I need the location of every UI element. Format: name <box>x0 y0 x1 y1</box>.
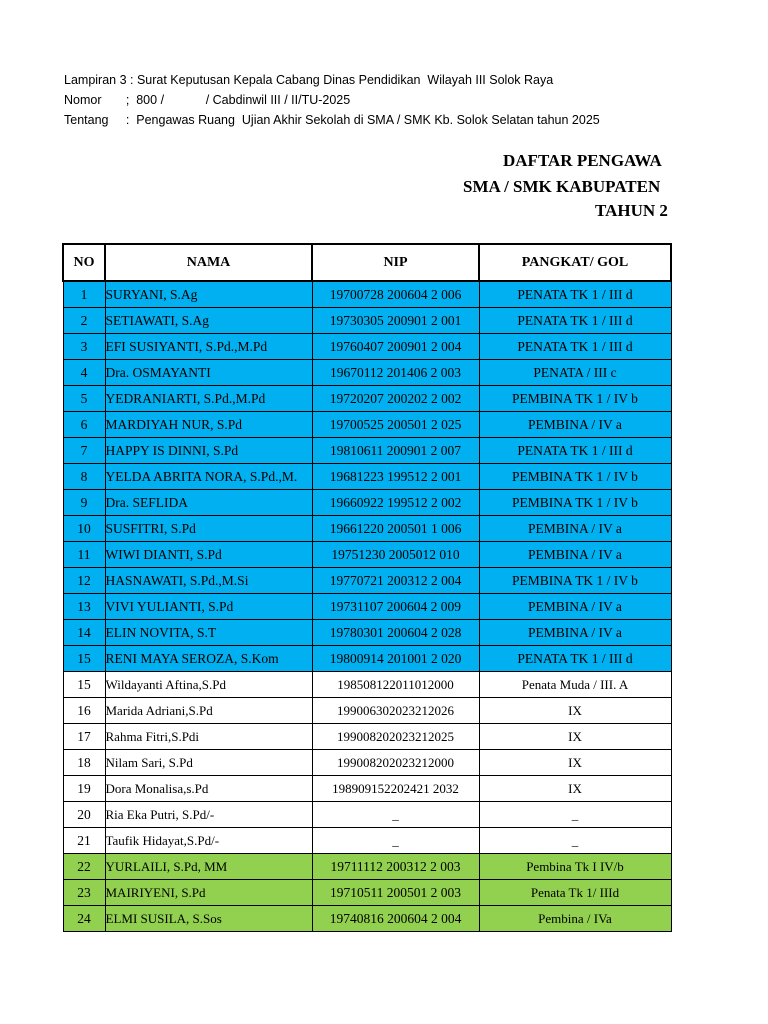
cell-pangkat-gol: Penata Muda / III. A <box>479 672 671 698</box>
cell-pangkat-gol: PENATA TK 1 / III d <box>479 646 671 672</box>
cell-pangkat-gol: _ <box>479 828 671 854</box>
cell-pangkat-gol: PEMBINA / IV a <box>479 542 671 568</box>
cell-nip: 19740816 200604 2 004 <box>312 906 479 932</box>
cell-nama: MARDIYAH NUR, S.Pd <box>105 412 312 438</box>
header-pangkat-gol: PANGKAT/ GOL <box>479 244 671 281</box>
cell-nama: HAPPY IS DINNI, S.Pd <box>105 438 312 464</box>
cell-nip: 199008202023212025 <box>312 724 479 750</box>
cell-pangkat-gol: PEMBINA TK 1 / IV b <box>479 464 671 490</box>
cell-nama: ELIN NOVITA, S.T <box>105 620 312 646</box>
cell-pangkat-gol: PEMBINA / IV a <box>479 516 671 542</box>
cell-no: 22 <box>63 854 105 880</box>
cell-nama: SURYANI, S.Ag <box>105 281 312 308</box>
cell-no: 15 <box>63 672 105 698</box>
attachment-line: Lampiran 3 : Surat Keputusan Kepala Cabang Dinas Pendidikan Wilayah III Solok Raya <box>64 73 554 87</box>
table-row <box>63 802 671 828</box>
cell-nama: YURLAILI, S.Pd, MM <box>105 854 312 880</box>
table-row <box>63 542 671 568</box>
table-row <box>63 516 671 542</box>
cell-no: 21 <box>63 828 105 854</box>
table-row <box>63 698 671 724</box>
cell-no: 9 <box>63 490 105 516</box>
table-row <box>63 281 671 308</box>
cell-nip: _ <box>312 802 479 828</box>
cell-no: 12 <box>63 568 105 594</box>
cell-no: 4 <box>63 360 105 386</box>
table-row <box>63 334 671 360</box>
cell-pangkat-gol: PEMBINA / IV a <box>479 620 671 646</box>
cell-nip: 19751230 2005012 010 <box>312 542 479 568</box>
cell-nama: ELMI SUSILA, S.Sos <box>105 906 312 932</box>
cell-nama: Dra. OSMAYANTI <box>105 360 312 386</box>
title-line-2: SMA / SMK KABUPATEN <box>463 177 661 196</box>
cell-nip: 19810611 200901 2 007 <box>312 438 479 464</box>
cell-nip: 199008202023212000 <box>312 750 479 776</box>
cell-pangkat-gol: PEMBINA TK 1 / IV b <box>479 386 671 412</box>
table-row <box>63 880 671 906</box>
table-row <box>63 906 671 932</box>
cell-no: 19 <box>63 776 105 802</box>
cell-no: 7 <box>63 438 105 464</box>
subject-line: Tentang : Pengawas Ruang Ujian Akhir Sekolah di SMA / SMK Kb. Solok Selatan tahun 2025 <box>64 113 600 127</box>
number-line: Nomor ; 800 / / Cabdinwil III / II/TU-2025 <box>64 93 351 107</box>
cell-no: 14 <box>63 620 105 646</box>
cell-no: 6 <box>63 412 105 438</box>
cell-no: 3 <box>63 334 105 360</box>
cell-no: 20 <box>63 802 105 828</box>
cell-nip: 19711112 200312 2 003 <box>312 854 479 880</box>
cell-no: 2 <box>63 308 105 334</box>
cell-nip: 19710511 200501 2 003 <box>312 880 479 906</box>
cell-nama: Taufik Hidayat,S.Pd/- <box>105 828 312 854</box>
cell-nip: 19660922 199512 2 002 <box>312 490 479 516</box>
cell-pangkat-gol: PEMBINA TK 1 / IV b <box>479 568 671 594</box>
cell-no: 5 <box>63 386 105 412</box>
cell-nama: HASNAWATI, S.Pd.,M.Si <box>105 568 312 594</box>
cell-nip: 19731107 200604 2 009 <box>312 594 479 620</box>
cell-pangkat-gol: _ <box>479 802 671 828</box>
table-row <box>63 724 671 750</box>
cell-nama: WIWI DIANTI, S.Pd <box>105 542 312 568</box>
cell-nama: Dra. SEFLIDA <box>105 490 312 516</box>
header-no: NO <box>63 244 105 281</box>
document-header <box>64 70 600 130</box>
cell-nama: YEDRANIARTI, S.Pd.,M.Pd <box>105 386 312 412</box>
cell-pangkat-gol: PENATA / III c <box>479 360 671 386</box>
cell-no: 13 <box>63 594 105 620</box>
cell-nip: 19681223 199512 2 001 <box>312 464 479 490</box>
cell-nama: VIVI YULIANTI, S.Pd <box>105 594 312 620</box>
table-row <box>63 412 671 438</box>
cell-no: 8 <box>63 464 105 490</box>
cell-nip: 19670112 201406 2 003 <box>312 360 479 386</box>
cell-nama: Marida Adriani,S.Pd <box>105 698 312 724</box>
cell-nama: Nilam Sari, S.Pd <box>105 750 312 776</box>
table-row <box>63 594 671 620</box>
cell-pangkat-gol: PEMBINA / IV a <box>479 412 671 438</box>
table-row <box>63 828 671 854</box>
cell-nip: 19700525 200501 2 025 <box>312 412 479 438</box>
cell-nama: Ria Eka Putri, S.Pd/- <box>105 802 312 828</box>
cell-pangkat-gol: IX <box>479 724 671 750</box>
cell-nip: 199006302023212026 <box>312 698 479 724</box>
cell-pangkat-gol: Pembina / IVa <box>479 906 671 932</box>
table-row <box>63 750 671 776</box>
cell-no: 17 <box>63 724 105 750</box>
cell-nip: 19780301 200604 2 028 <box>312 620 479 646</box>
cell-nip: 19800914 201001 2 020 <box>312 646 479 672</box>
cell-pangkat-gol: PENATA TK 1 / III d <box>479 281 671 308</box>
cell-no: 15 <box>63 646 105 672</box>
cell-nama: EFI SUSIYANTI, S.Pd.,M.Pd <box>105 334 312 360</box>
cell-nip: 198909152202421 2032 <box>312 776 479 802</box>
table-row <box>63 646 671 672</box>
cell-no: 11 <box>63 542 105 568</box>
cell-nip: 19730305 200901 2 001 <box>312 308 479 334</box>
table-row <box>63 568 671 594</box>
cell-nama: SUSFITRI, S.Pd <box>105 516 312 542</box>
cell-pangkat-gol: PENATA TK 1 / III d <box>479 438 671 464</box>
table-row <box>63 490 671 516</box>
table-row <box>63 386 671 412</box>
header-nama: NAMA <box>105 244 312 281</box>
cell-no: 24 <box>63 906 105 932</box>
cell-pangkat-gol: PEMBINA TK 1 / IV b <box>479 490 671 516</box>
table-row <box>63 464 671 490</box>
cell-nama: SETIAWATI, S.Ag <box>105 308 312 334</box>
cell-no: 1 <box>63 281 105 308</box>
cell-nama: MAIRIYENI, S.Pd <box>105 880 312 906</box>
cell-pangkat-gol: IX <box>479 698 671 724</box>
cell-no: 16 <box>63 698 105 724</box>
cell-no: 10 <box>63 516 105 542</box>
cell-nip: 198508122011012000 <box>312 672 479 698</box>
cell-no: 18 <box>63 750 105 776</box>
table-header-row <box>63 244 671 281</box>
cell-nip: 19661220 200501 1 006 <box>312 516 479 542</box>
cell-pangkat-gol: PENATA TK 1 / III d <box>479 308 671 334</box>
table-row <box>63 672 671 698</box>
cell-nip: 19700728 200604 2 006 <box>312 281 479 308</box>
cell-nama: Wildayanti Aftina,S.Pd <box>105 672 312 698</box>
table-row <box>63 854 671 880</box>
supervisor-table <box>62 243 672 932</box>
title-line-1: DAFTAR PENGAWA <box>503 151 662 170</box>
title-line-3: TAHUN 2 <box>595 201 668 220</box>
cell-pangkat-gol: IX <box>479 750 671 776</box>
table-row <box>63 620 671 646</box>
table-row <box>63 360 671 386</box>
cell-nip: 19720207 200202 2 002 <box>312 386 479 412</box>
cell-pangkat-gol: Penata Tk 1/ IIId <box>479 880 671 906</box>
header-nip: NIP <box>312 244 479 281</box>
cell-nama: Rahma Fitri,S.Pdi <box>105 724 312 750</box>
cell-nip: 19770721 200312 2 004 <box>312 568 479 594</box>
cell-no: 23 <box>63 880 105 906</box>
cell-nama: RENI MAYA SEROZA, S.Kom <box>105 646 312 672</box>
table-row <box>63 438 671 464</box>
cell-nama: Dora Monalisa,s.Pd <box>105 776 312 802</box>
cell-pangkat-gol: IX <box>479 776 671 802</box>
cell-nip: _ <box>312 828 479 854</box>
table-row <box>63 776 671 802</box>
cell-pangkat-gol: PEMBINA / IV a <box>479 594 671 620</box>
cell-nama: YELDA ABRITA NORA, S.Pd.,M. <box>105 464 312 490</box>
cell-pangkat-gol: Pembina Tk I IV/b <box>479 854 671 880</box>
cell-pangkat-gol: PENATA TK 1 / III d <box>479 334 671 360</box>
table-row <box>63 308 671 334</box>
cell-nip: 19760407 200901 2 004 <box>312 334 479 360</box>
